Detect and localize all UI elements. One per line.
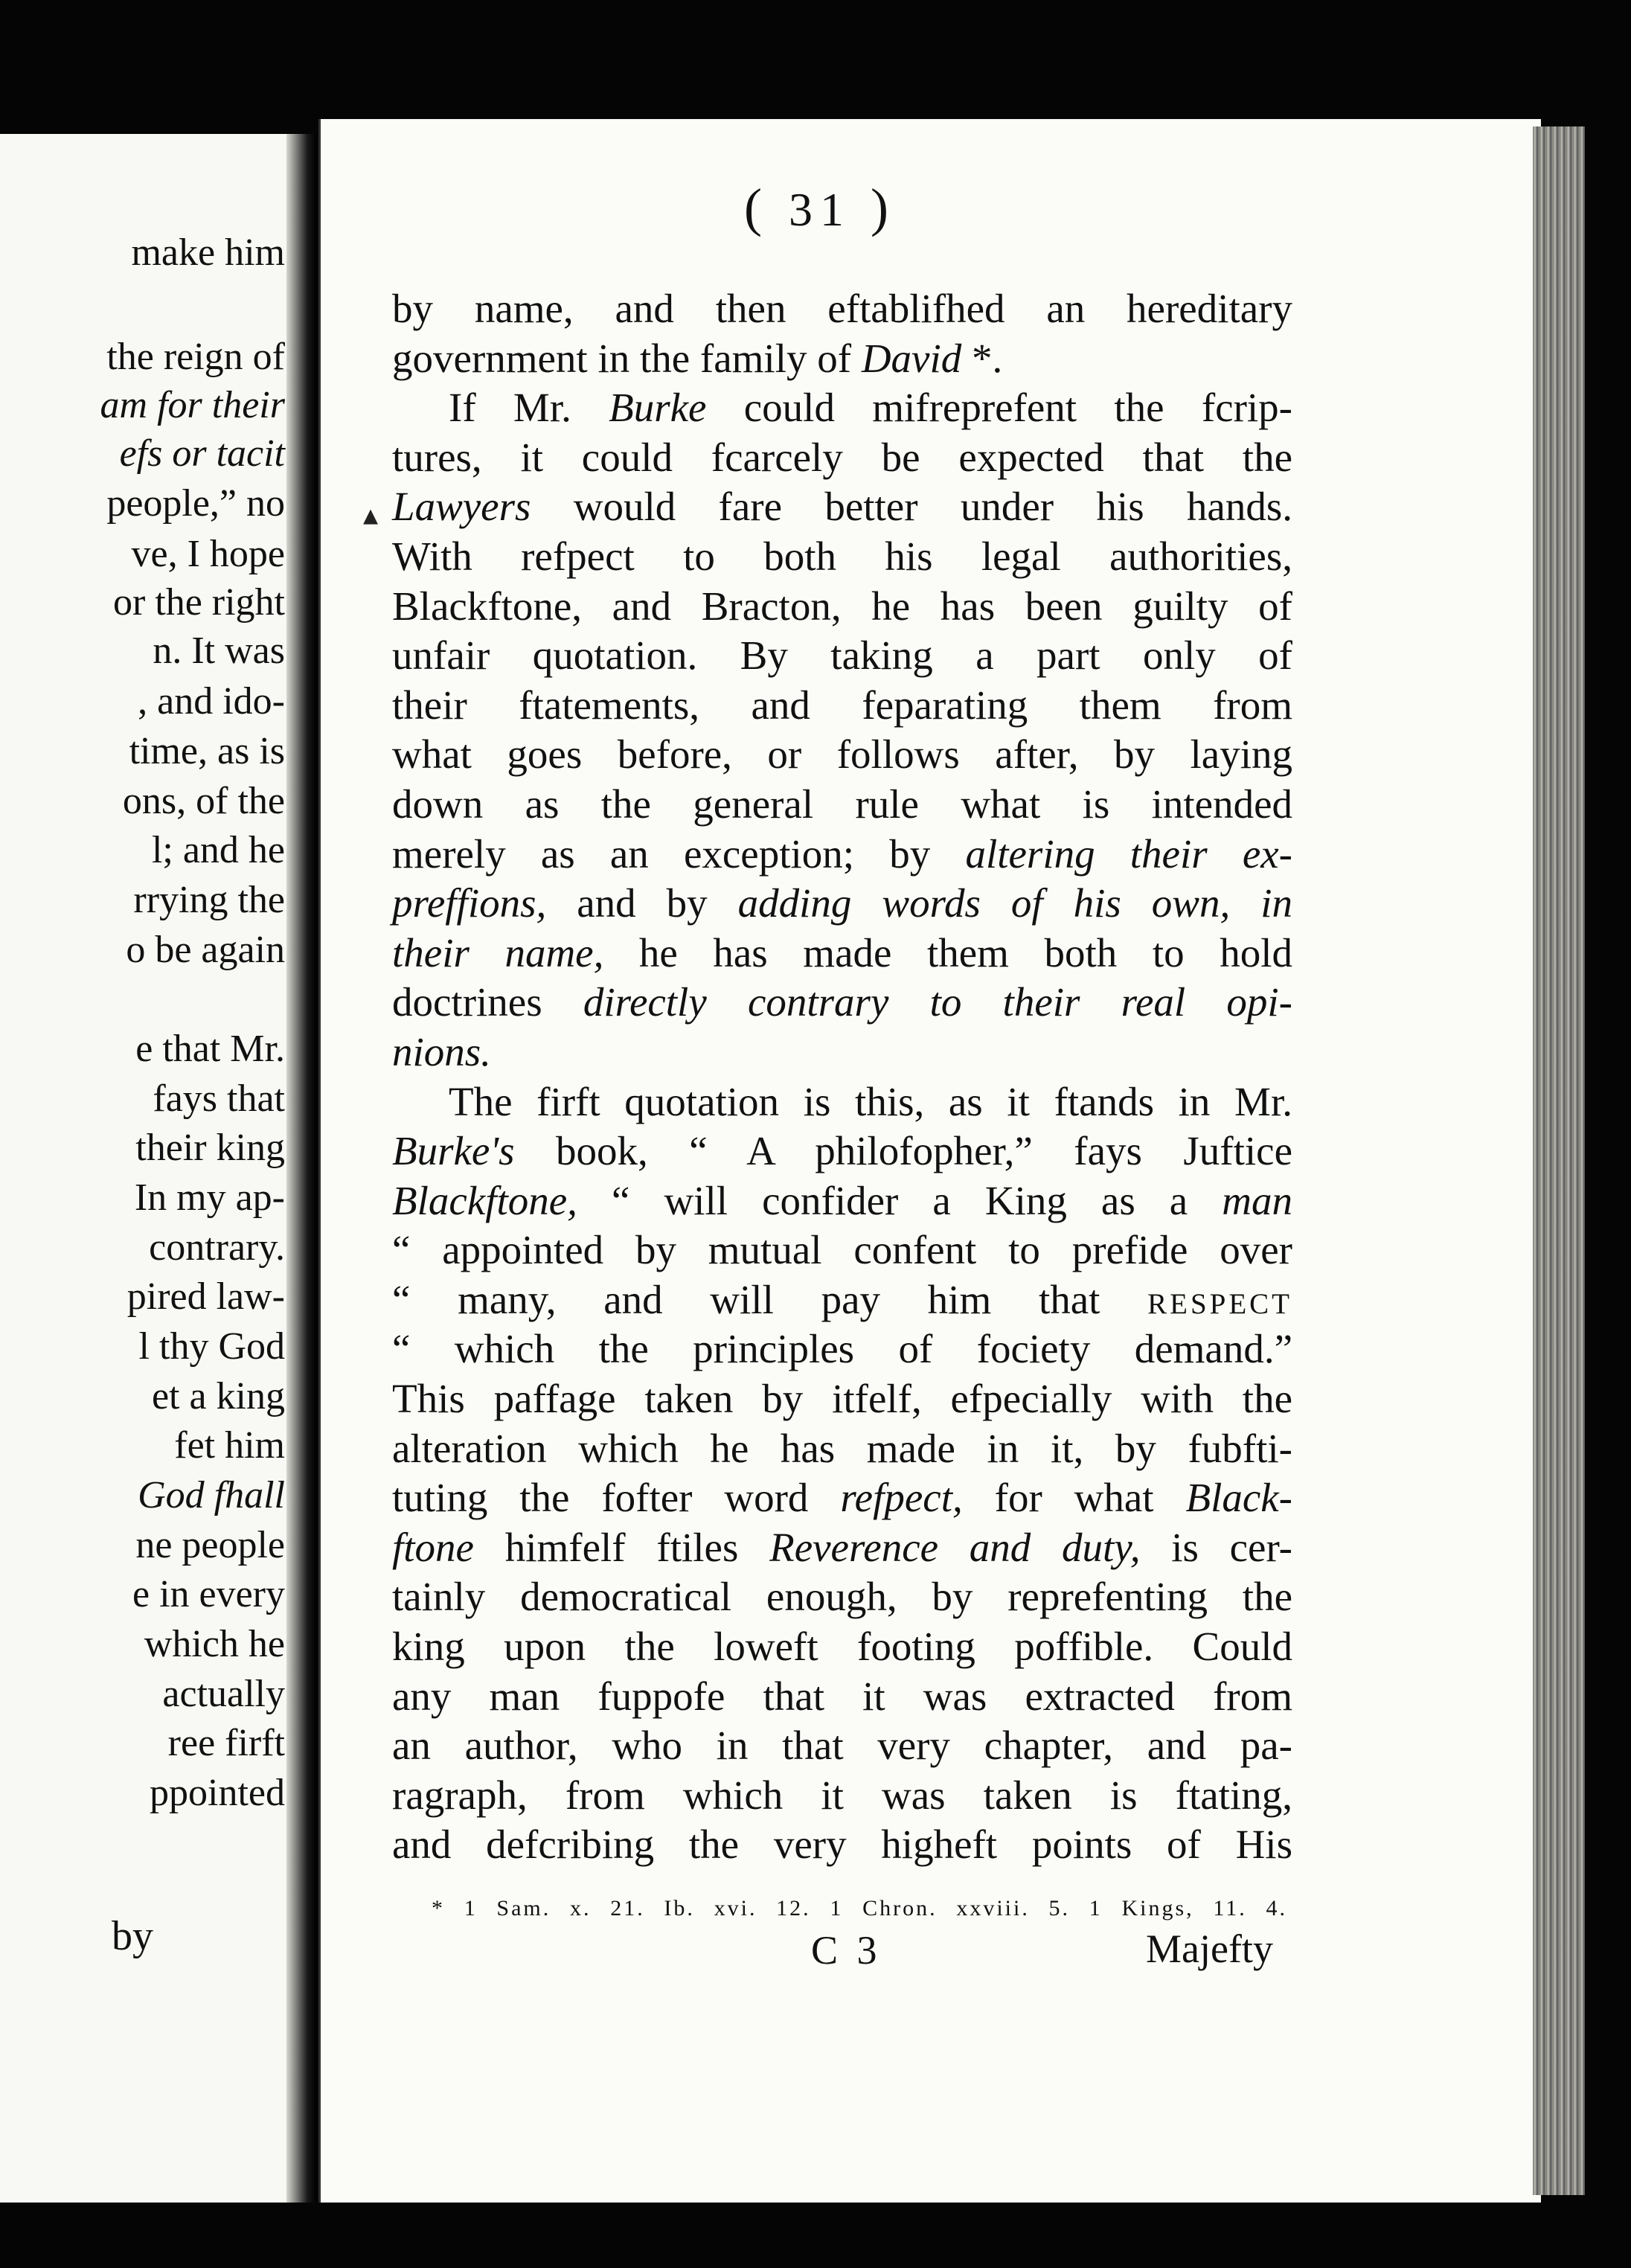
text-line: down as the general rule what is intended — [392, 781, 1292, 827]
text-line: their ftatements, and feparating them from — [392, 682, 1292, 728]
left-page-line: make him — [131, 231, 285, 274]
left-page-line: l; and he — [151, 829, 285, 871]
text-line: Blackftone, “ will confider a King as a man — [392, 1177, 1292, 1223]
text-line: government in the family of David *. — [392, 335, 1003, 381]
footnote: * 1 Sam. x. 21. Ib. xvi. 12. 1 Chron. xxviii. 5. 1 Kings, 11. 4. — [432, 1896, 1287, 1921]
left-page-line: e that Mr. — [135, 1028, 285, 1070]
text-line: tainly democratical enough, by reprefenting the — [392, 1574, 1292, 1620]
text-line: merely as an exception; by altering their ex- — [392, 830, 1292, 877]
left-page-line: ree firft — [167, 1722, 285, 1764]
left-page-line: people,” no — [106, 482, 285, 525]
left-page-line: time, as is — [129, 730, 285, 772]
body-text — [392, 284, 1292, 1870]
left-page-line: o be again — [126, 929, 285, 971]
left-page-line: or the right — [112, 581, 285, 624]
signature-mark: C 3 — [811, 1928, 882, 1973]
left-page-line: rrying the — [133, 879, 285, 921]
page-edges — [1533, 126, 1585, 2195]
text-line: an author, who in that very chapter, and pa- — [392, 1723, 1292, 1769]
left-page-line: actually — [162, 1673, 285, 1715]
left-page-line: the reign of — [106, 336, 285, 378]
left-page-line: n. It was — [153, 630, 285, 672]
left-page-line: ons, of the — [122, 780, 285, 822]
margin-mark: ▴ — [363, 498, 379, 531]
left-page-line: In my ap- — [134, 1176, 285, 1219]
text-line: tures, it could fcarcely be expected that the — [392, 434, 1292, 480]
text-line: The firft quotation is this, as it ftands in Mr. — [449, 1078, 1292, 1124]
left-page-line: contrary. — [149, 1226, 285, 1269]
text-line: preffions, and by adding words of his own, in — [392, 880, 1292, 926]
left-page-line: efs or tacit — [119, 432, 285, 475]
left-page-line: pired law- — [126, 1275, 285, 1318]
catchword: Majefty — [1146, 1926, 1273, 1971]
text-line: doctrines directly contrary to their real opi- — [392, 979, 1292, 1025]
text-line: “ many, and will pay him that respect — [392, 1276, 1292, 1322]
left-page-line: et a king — [151, 1375, 285, 1418]
page-number: ( 31 ) — [744, 178, 896, 237]
left-page-line: which he — [144, 1623, 285, 1665]
left-page-line: l thy God — [138, 1325, 285, 1368]
left-catchword: by — [112, 1913, 153, 1959]
left-page-line: ne people — [135, 1524, 285, 1566]
text-line: tuting the fofter word refpect, for what Black- — [392, 1475, 1292, 1521]
text-line: what goes before, or follows after, by laying — [392, 731, 1292, 778]
text-line: ftone himfelf ftiles Reverence and duty, is cer- — [392, 1524, 1292, 1570]
text-line: Burke's book, “ A philofopher,” fays Juftice — [392, 1128, 1292, 1174]
text-line: and defcribing the very higheft points of His — [392, 1822, 1292, 1868]
text-line: This paffage taken by itfelf, efpecially with the — [392, 1376, 1292, 1422]
left-page — [0, 134, 301, 2203]
page-number-value: 31 — [788, 183, 851, 236]
text-line: their name, he has made them both to hold — [392, 929, 1292, 976]
left-page-line: e in every — [132, 1573, 285, 1615]
text-line: king upon the loweft footing poffible. Could — [392, 1624, 1292, 1670]
text-line: Lawyers would fare better under his hands. — [392, 484, 1292, 530]
text-line: alteration which he has made in it, by fubfti- — [392, 1425, 1292, 1471]
left-page-line: fays that — [153, 1077, 285, 1120]
left-page-line: their king — [135, 1127, 285, 1169]
left-page-line: ppointed — [150, 1772, 285, 1814]
left-page-line: fet him — [174, 1424, 285, 1467]
text-line: “ appointed by mutual confent to prefide over — [392, 1227, 1292, 1273]
left-page-line: ve, I hope — [131, 533, 285, 575]
text-line: “ which the principles of fociety demand.” — [392, 1326, 1292, 1372]
book-gutter — [286, 134, 316, 2203]
text-line: nions. — [392, 1028, 491, 1074]
text-line: ragraph, from which it was taken is ftating, — [392, 1772, 1292, 1818]
left-page-line: am for their — [100, 384, 285, 426]
text-line: any man fuppofe that it was extracted from — [392, 1673, 1292, 1719]
text-line: Blackftone, and Bracton, he has been guilty of — [392, 583, 1292, 629]
text-line: If Mr. Burke could mifreprefent the fcrip- — [449, 385, 1292, 431]
left-page-line: God fhall — [138, 1474, 285, 1516]
text-line: by name, and then eftablifhed an hereditary — [392, 286, 1292, 331]
text-line: unfair quotation. By taking a part only of — [392, 632, 1292, 679]
text-line: With refpect to both his legal authorities, — [392, 533, 1292, 579]
left-page-line: , and ido- — [138, 680, 285, 723]
